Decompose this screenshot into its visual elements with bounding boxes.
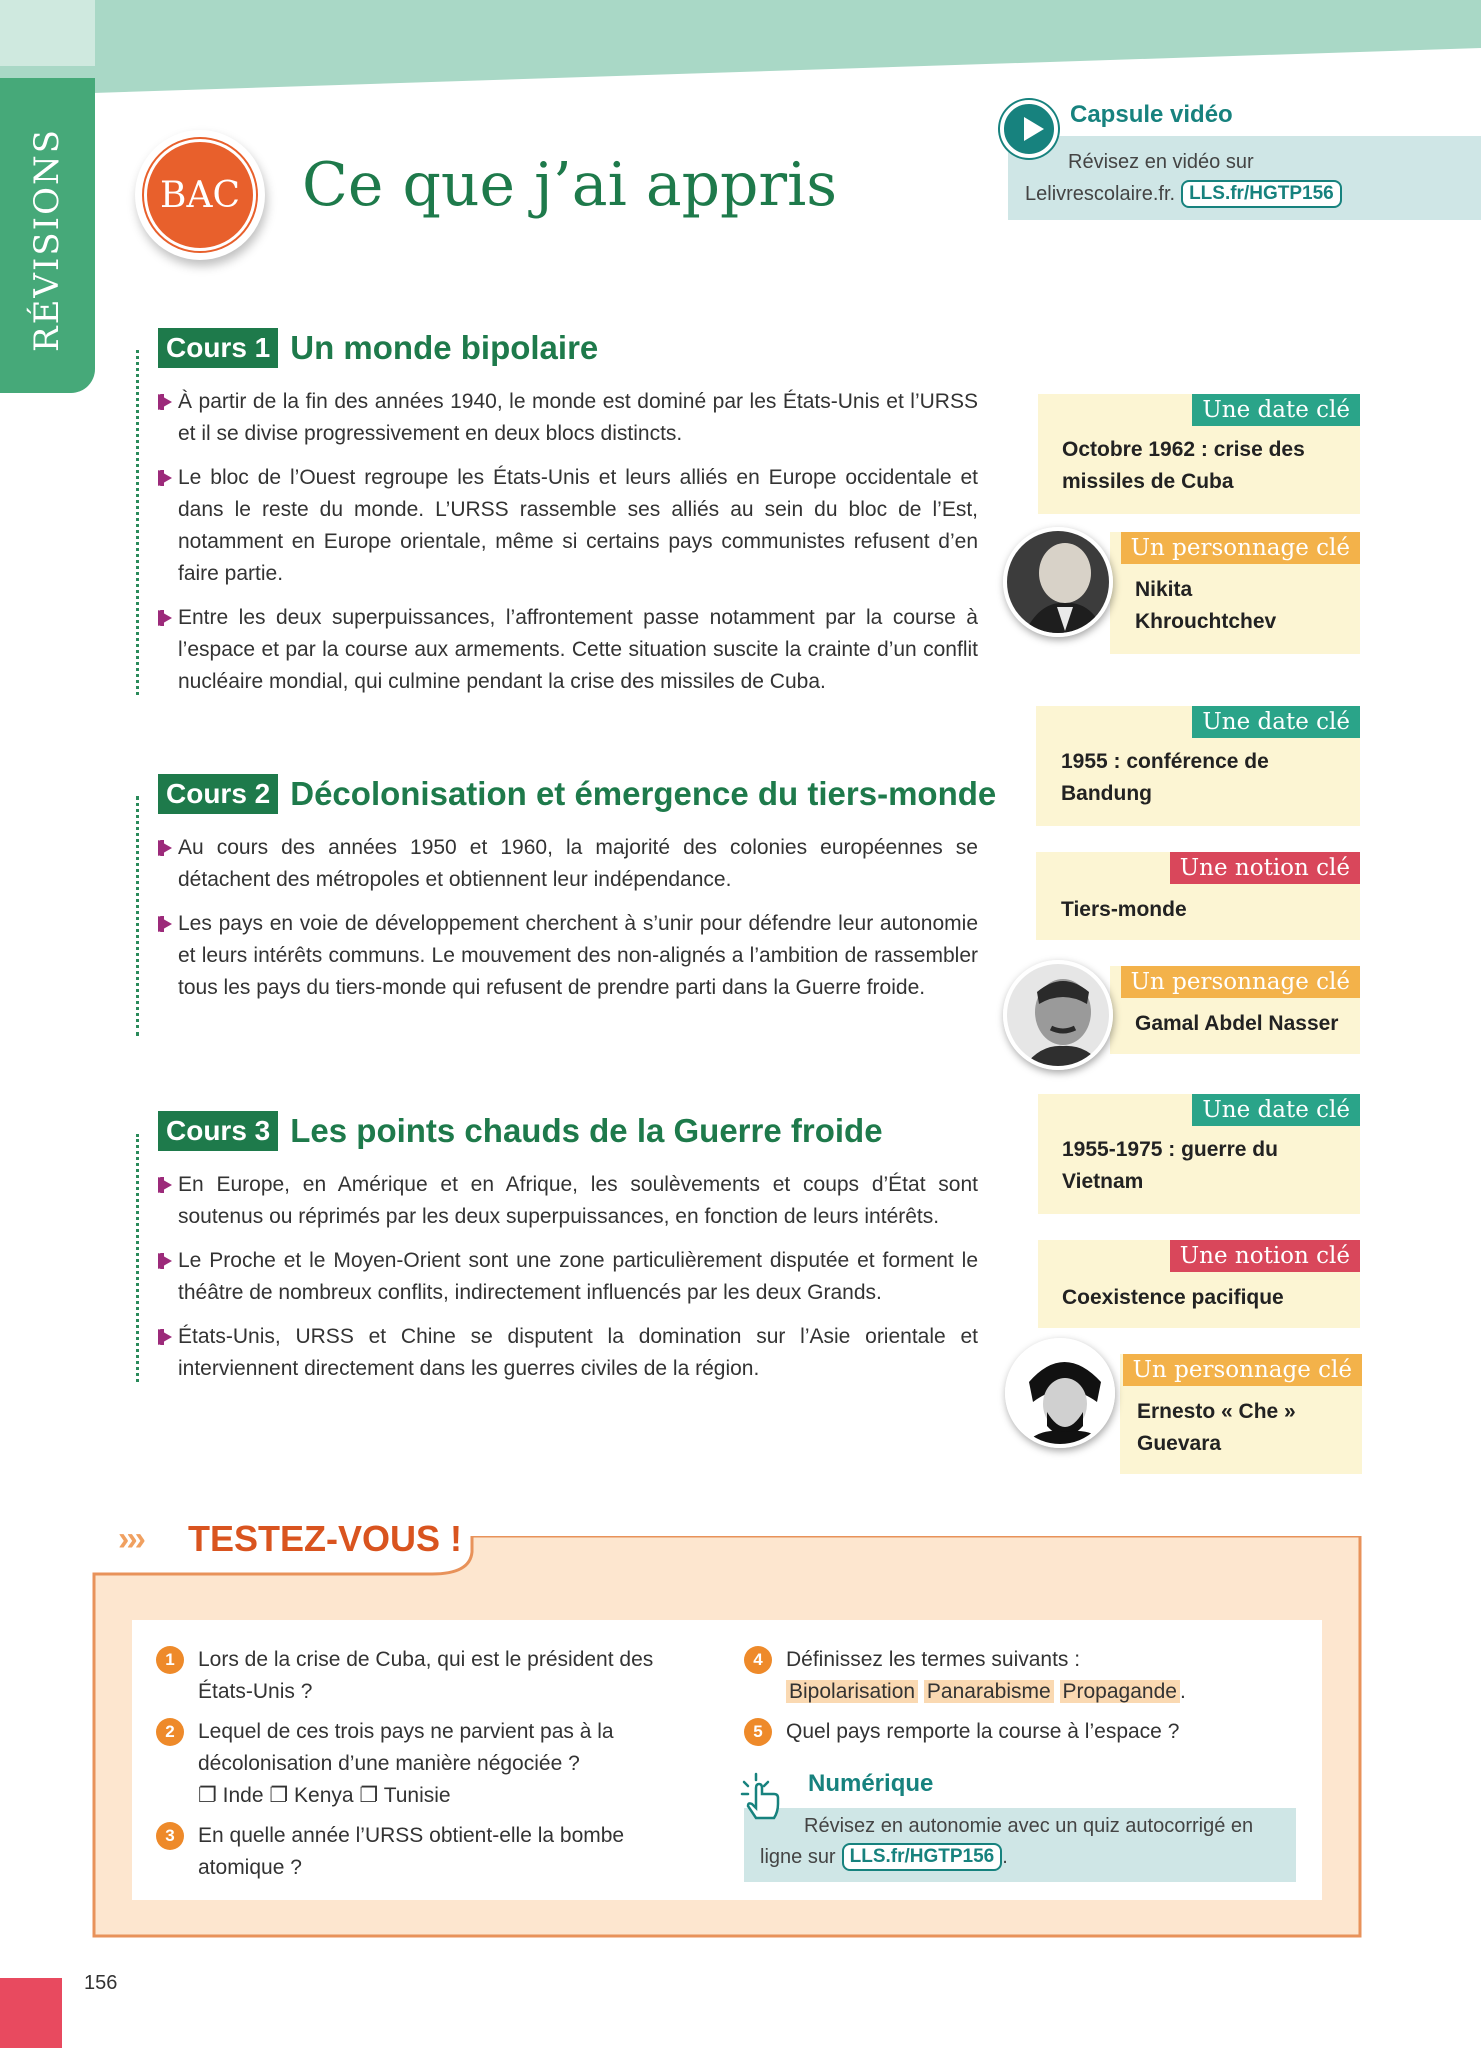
cours-3-title: Les points chauds de la Guerre froide	[290, 1112, 883, 1149]
key-date-tag: Une date clé	[1192, 1094, 1360, 1126]
bullet-marker-icon	[158, 1253, 178, 1269]
bullet-marker-icon	[158, 394, 178, 410]
key-notion-text: Coexistence pacifique	[1062, 1286, 1284, 1309]
term-highlight: Panarabisme	[924, 1680, 1054, 1703]
key-person-tag: Un personnage clé	[1121, 966, 1360, 998]
key-person-card	[1110, 966, 1360, 1054]
header-band	[0, 0, 1481, 100]
bac-badge-label: BAC	[144, 139, 256, 251]
list-item: À partir de la fin des années 1940, le monde est dominé par les États-Unis et l’URSS et il se divise progressivement en deux blocs distincts.	[158, 386, 990, 450]
question-text: Définissez les termes suivants :	[786, 1648, 1081, 1671]
cours-1-title: Un monde bipolaire	[290, 329, 599, 366]
key-notion-card	[1038, 1240, 1360, 1328]
question-1	[156, 1644, 676, 1708]
key-date-text: 1955-1975 : guerre du Vietnam	[1062, 1138, 1278, 1193]
key-person-card	[1120, 1354, 1362, 1474]
cours-1	[130, 328, 990, 710]
key-date-tag: Une date clé	[1192, 706, 1360, 738]
bullet-marker-icon	[158, 610, 178, 626]
cours-3-tag: Cours 3	[158, 1111, 278, 1151]
numerique-text-end: ligne sur	[760, 1845, 836, 1868]
page-corner-marker	[0, 1978, 62, 2048]
question-2	[156, 1716, 676, 1812]
key-date-card	[1036, 706, 1360, 826]
bullet-marker-icon	[158, 1177, 178, 1193]
list-item: Au cours des années 1950 et 1960, la majorité des colonies européennes se détachent des métropoles et obtiennent leur indépendance.	[158, 832, 990, 896]
numerique-text: Révisez en autonomie avec un quiz autocorrigé en	[804, 1815, 1254, 1837]
question-number-badge: 4	[744, 1646, 772, 1674]
term-highlight: Bipolarisation	[786, 1680, 918, 1703]
list-item: Les pays en voie de développement cherchent à s’unir pour défendre leur autonomie et leurs intérêts communs. Le mouvement des non-alignés a l’ambition de rassembler tous les pays du tiers-monde qui refusent de prendre parti dans la Guerre froide.	[158, 908, 990, 1004]
capsule-video-title: Capsule vidéo	[1070, 101, 1233, 128]
key-date-card	[1038, 1094, 1360, 1214]
page-title: Ce que j’ai appris	[302, 150, 838, 220]
numerique-link[interactable]: LLS.fr/HGTP156	[842, 1843, 1003, 1871]
hand-click-icon	[734, 1768, 790, 1824]
key-date-text: Octobre 1962 : crise des missiles de Cuba	[1062, 438, 1305, 493]
question-4: 4 Définissez les termes suivants : Bipolarisation Panarabisme Propagande .	[744, 1644, 1304, 1708]
page-number: 156	[84, 1972, 118, 1994]
question-text: Lors de la crise de Cuba, qui est le président des États-Unis ?	[198, 1648, 654, 1703]
key-notion-tag: Une notion clé	[1170, 852, 1360, 884]
question-number-badge: 2	[156, 1718, 184, 1746]
chevrons-icon: ›››	[118, 1520, 143, 1558]
key-person-text: Gamal Abdel Nasser	[1135, 1012, 1339, 1035]
key-person-tag: Un personnage clé	[1123, 1354, 1362, 1386]
question-number-badge: 1	[156, 1646, 184, 1674]
question-3	[156, 1820, 676, 1884]
play-icon[interactable]	[1000, 100, 1058, 158]
khrouchtchev-portrait	[1003, 527, 1113, 637]
capsule-video-link[interactable]: LLS.fr/HGTP156	[1181, 180, 1342, 208]
key-date-tag: Une date clé	[1192, 394, 1360, 426]
list-item: Le bloc de l’Ouest regroupe les États-Unis et leurs alliés en Europe occidentale et dans le reste du monde. L’URSS rassemble ses alliés au sein du bloc de l’Est, notamment en Europe orientale, même si certains pays communistes refusent d’en faire partie.	[158, 462, 990, 590]
key-person-tag: Un personnage clé	[1121, 532, 1360, 564]
list-item: Entre les deux superpuissances, l’affrontement passe notamment par la course à l’espace et par la course aux armements. Cette situation suscite la crainte d’un conflit nucléaire mondial, qui culmine pendant la crise des missiles de Cuba.	[158, 602, 990, 698]
capsule-video-text: Révisez en vidéo sur	[1068, 151, 1254, 173]
key-date-text: 1955 : conférence de Bandung	[1061, 750, 1269, 805]
key-notion-text: Tiers-monde	[1061, 898, 1187, 921]
cours-2-tag: Cours 2	[158, 774, 278, 814]
key-notion-tag: Une notion clé	[1170, 1240, 1360, 1272]
term-highlight: Propagande	[1060, 1680, 1180, 1703]
side-tab-label: RÉVISIONS	[27, 127, 68, 353]
list-item: Le Proche et le Moyen-Orient sont une zone particulièrement disputée et forment le théâtre de nombreux conflits, indirectement influencés par les deux Grands.	[158, 1245, 990, 1309]
cours-1-tag: Cours 1	[158, 328, 278, 368]
key-person-text: Nikita Khrouchtchev	[1135, 578, 1277, 633]
cours-2	[130, 774, 997, 1016]
question-options[interactable]: ❐ Inde ❐ Kenya ❐ Tunisie	[198, 1784, 451, 1807]
question-text: Quel pays remporte la course à l’espace ?	[786, 1720, 1180, 1743]
list-item: En Europe, en Amérique et en Afrique, les soulèvements et coups d’État sont soutenus ou réprimés par les deux superpuissances, en fonction de leurs intérêts.	[158, 1169, 990, 1233]
key-person-card	[1110, 532, 1360, 654]
bac-badge	[135, 130, 265, 260]
bullet-marker-icon	[158, 1329, 178, 1345]
bullet-marker-icon	[158, 470, 178, 486]
question-number-badge: 5	[744, 1718, 772, 1746]
testez-vous-title: TESTEZ-VOUS !	[188, 1518, 463, 1559]
cours-3	[130, 1111, 990, 1397]
key-person-text: Ernesto « Che » Guevara	[1137, 1400, 1296, 1455]
question-5	[744, 1716, 1304, 1748]
list-item: États-Unis, URSS et Chine se disputent la domination sur l’Asie orientale et interviennent directement dans les guerres civiles de la région.	[158, 1321, 990, 1385]
question-number-badge: 3	[156, 1822, 184, 1850]
key-date-card	[1038, 394, 1360, 514]
bullet-marker-icon	[158, 840, 178, 856]
question-text: En quelle année l’URSS obtient-elle la bombe atomique ?	[198, 1824, 625, 1879]
question-text: Lequel de ces trois pays ne parvient pas à la décolonisation d’une manière négociée ?	[198, 1720, 614, 1775]
numerique-title: Numérique	[808, 1770, 934, 1797]
guevara-portrait	[1005, 1338, 1115, 1448]
bullet-marker-icon	[158, 916, 178, 932]
key-notion-card	[1036, 852, 1360, 940]
capsule-video-site: Lelivrescolaire.fr.	[1025, 182, 1176, 205]
nasser-portrait	[1003, 960, 1113, 1070]
cours-2-title: Décolonisation et émergence du tiers-monde	[290, 775, 997, 812]
